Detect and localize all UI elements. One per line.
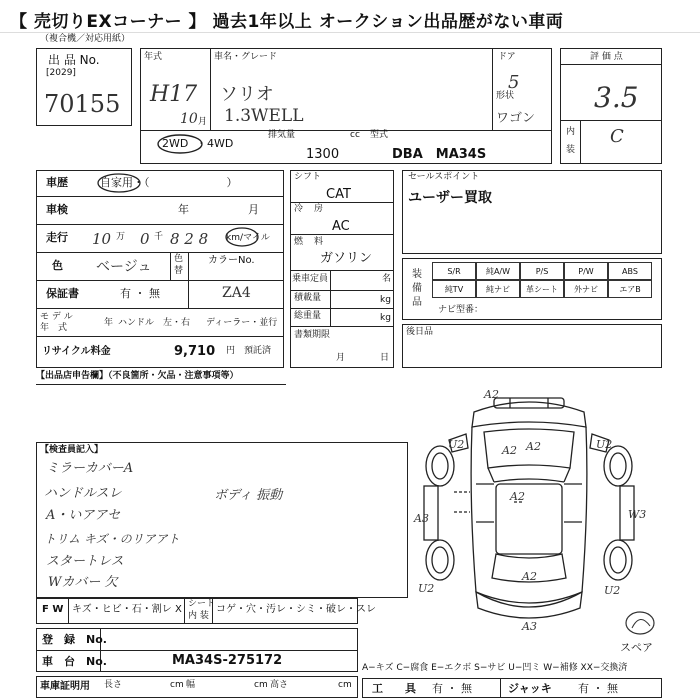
height-cm: cm <box>338 680 352 690</box>
interior-items: コゲ・穴・汚レ・シミ・破レ・スレ <box>216 604 376 615</box>
damage-mark: A2 <box>510 490 525 503</box>
later-date-box <box>402 324 662 368</box>
displacement-label: 排気量 <box>268 130 296 140</box>
navi-model-label: ナビ型番： <box>438 305 484 315</box>
banner-text: 【 売切りEXコーナー 】 過去1年以上 オークション出品歴がない車両 <box>10 12 564 32</box>
seat-label-1: シート <box>188 599 216 609</box>
drive-4wd: ・4WD <box>196 137 234 150</box>
inspection-month: 月 <box>248 203 259 216</box>
capacity-load: 積載量 <box>294 293 322 303</box>
color-label: 色 <box>52 259 63 272</box>
jack-value: 有 ・ 無 <box>578 682 618 695</box>
inspector-note-2: ハンドルスレ <box>44 486 122 501</box>
damage-mark: A2 <box>484 388 499 401</box>
drive-2wd: 2WD <box>162 137 189 150</box>
capacity-people: 乗車定員 <box>292 274 329 284</box>
damage-mark: A3 <box>522 620 537 633</box>
ac-label-1: 冷 <box>294 204 304 214</box>
equipment-label: 装 備 品 <box>412 269 422 308</box>
capacity-load-kg: kg <box>380 295 391 305</box>
tools-value: 有 ・ 無 <box>432 682 472 695</box>
lot-small-number: [2029] <box>46 68 76 78</box>
inspection-year: 年 <box>178 203 189 216</box>
ac-label-2: 房 <box>314 204 324 214</box>
dealer-label: ディーラー・並行 <box>206 318 278 328</box>
top-note: （複合機／対応用紙） <box>40 34 131 44</box>
inspector-note-1: ミラーカバーA <box>46 461 134 476</box>
year-value: H17 <box>150 82 198 107</box>
drive-circle <box>156 133 216 155</box>
inspector-note-5: スタートレス <box>46 554 124 569</box>
inspector-side-note: ボディ 振動 <box>214 488 283 503</box>
equipment-item: 外ナビ <box>564 280 608 298</box>
inspector-note-3: A・いアアセ <box>46 508 121 523</box>
shape-value: ワゴン <box>496 111 536 126</box>
fw-label: F W <box>42 604 64 615</box>
damage-mark: A3 <box>414 512 429 525</box>
damage-mark: U2 <box>596 438 613 451</box>
damage-mark: U2 <box>418 582 435 595</box>
model-year-label: 年 <box>104 318 114 328</box>
term-month: 月 <box>336 353 346 363</box>
recycle-unit: 円 預託済 <box>226 346 272 356</box>
color-code: ZA4 <box>222 285 251 301</box>
fw-items: キズ・ヒビ・石・割レ X <box>72 604 182 615</box>
car-name: ソリオ <box>220 84 274 105</box>
spare-label: スペア <box>620 641 653 654</box>
chassis-label: 車 台 No. <box>42 655 107 668</box>
inspector-note-4: トリム キズ・のリアアト <box>44 532 180 546</box>
equipment-item: 純ナビ <box>476 280 520 298</box>
model-label-2: 年 式 <box>40 323 68 333</box>
color-value: ベージュ <box>96 259 152 275</box>
type-label: 型式 <box>370 130 389 140</box>
damage-mark: A2 <box>526 440 541 453</box>
mileage-unit-1: 万 <box>116 232 126 242</box>
rating-score: 3.5 <box>594 81 639 114</box>
color-code-label: カラーNo. <box>208 255 255 266</box>
interior-label-1: 内 <box>566 127 576 137</box>
mileage-unit-2: 千 <box>154 232 164 242</box>
equipment-item: 純TV <box>432 280 476 298</box>
term-label: 書類期限 <box>294 330 331 340</box>
shape-label: 形状 <box>496 91 515 101</box>
damage-legend: A−キズ C−腐食 E−エクボ S−サビ U−凹ミ W−補修 XX−交換済 <box>362 663 628 673</box>
handle-label: ハンドル 左・右 <box>118 318 191 328</box>
damage-mark: A2 <box>502 444 517 457</box>
fuel-label-1: 燃 <box>294 237 304 247</box>
equipment-item: P/W <box>564 262 608 280</box>
inspector-note-6: Wカバー 欠 <box>48 575 118 590</box>
chassis-number: MA34S-275172 <box>172 653 283 668</box>
history-value: 自家用・（ ） <box>100 176 238 189</box>
month-unit: 月 <box>198 117 208 127</box>
equipment-item: ABS <box>608 262 652 280</box>
model-label-1: モ デ ル <box>40 312 73 322</box>
interior-grade: C <box>610 126 624 147</box>
mileage-circle <box>224 226 264 248</box>
color-change-2: 替 <box>174 266 184 276</box>
inspection-label: 車検 <box>46 203 68 216</box>
mileage-value-2: 0 <box>140 230 150 248</box>
fuel-value: ガソリン <box>320 251 373 266</box>
seller-notes-label: 【出品店申告欄】（不良箇所・欠品・注意事項等） <box>36 371 239 381</box>
damage-mark: W3 <box>628 508 647 521</box>
width-cm: cm <box>254 680 268 690</box>
sales-point-value: ユーザー買取 <box>408 190 492 206</box>
sales-point-label: セールスポイント <box>408 172 480 182</box>
auction-banner <box>0 0 700 33</box>
jack-label: ジャッキ <box>508 682 552 695</box>
lot-number: 70155 <box>44 90 121 118</box>
car-grade: 1.3WELL <box>224 106 304 126</box>
equipment-item: 純A/W <box>476 262 520 280</box>
door-label: ドア <box>498 52 516 62</box>
later-date-label: 後日品 <box>406 327 434 337</box>
ac-value: AC <box>332 219 350 234</box>
registration-label: 登 録 No. <box>42 633 107 646</box>
warranty-value: 有 ・ 無 <box>120 287 160 300</box>
month-value: 10 <box>180 111 198 127</box>
equipment-item: S/R <box>432 262 476 280</box>
car-damage-diagram <box>414 382 647 633</box>
damage-mark: A2 <box>522 570 537 583</box>
mileage-unit-3: km/マイル <box>226 233 270 243</box>
equipment-item: P/S <box>520 262 564 280</box>
mileage-label: 走行 <box>46 231 68 244</box>
year-label: 年式 <box>144 52 163 62</box>
type-value: DBA MA34S <box>392 147 487 162</box>
mileage-value-1: 10 <box>92 230 112 248</box>
length-cm: cm <box>170 680 184 690</box>
details-table <box>36 170 284 368</box>
history-label: 車歴 <box>46 176 68 189</box>
recycle-value: 9,710 <box>174 344 216 359</box>
length-label: 長さ <box>104 680 123 690</box>
capacity-weight-kg: kg <box>380 313 391 323</box>
color-change-1: 色 <box>174 254 184 264</box>
lot-label: 出 品 No. <box>48 53 100 67</box>
cc-label: cc <box>350 130 360 140</box>
capacity-weight: 総重量 <box>294 311 322 321</box>
height-label: 高さ <box>270 680 289 690</box>
mileage-value-3: 8 2 8 <box>170 230 209 248</box>
displacement-value: 1300 <box>306 147 340 162</box>
recycle-label: リサイクル料金 <box>42 346 111 357</box>
equipment-item: エアB <box>608 280 652 298</box>
inspector-label: 【検査員記入】 <box>40 445 104 455</box>
shift-value: CAT <box>326 187 351 202</box>
equipment-item: 革シート <box>520 280 564 298</box>
shift-label: シフト <box>294 172 322 182</box>
fuel-label-2: 料 <box>314 237 324 247</box>
seat-label-2: 内 装 <box>188 611 209 621</box>
rating-label: 評 価 点 <box>590 52 623 62</box>
sales-point-box <box>402 170 662 254</box>
interior-label-2: 装 <box>566 145 576 155</box>
capacity-people-unit: 名 <box>382 274 392 284</box>
tools-label: 工 具 <box>372 682 416 695</box>
garage-cert-label: 車庫証明用 <box>40 681 90 692</box>
damage-mark: U2 <box>448 438 465 451</box>
history-circle <box>96 172 142 194</box>
damage-mark: U2 <box>604 584 621 597</box>
width-label: 幅 <box>186 680 196 690</box>
warranty-label: 保証書 <box>46 287 79 300</box>
door-count: 5 <box>508 72 520 93</box>
name-label: 車名・グレード <box>214 52 278 62</box>
term-day: 日 <box>380 353 390 363</box>
